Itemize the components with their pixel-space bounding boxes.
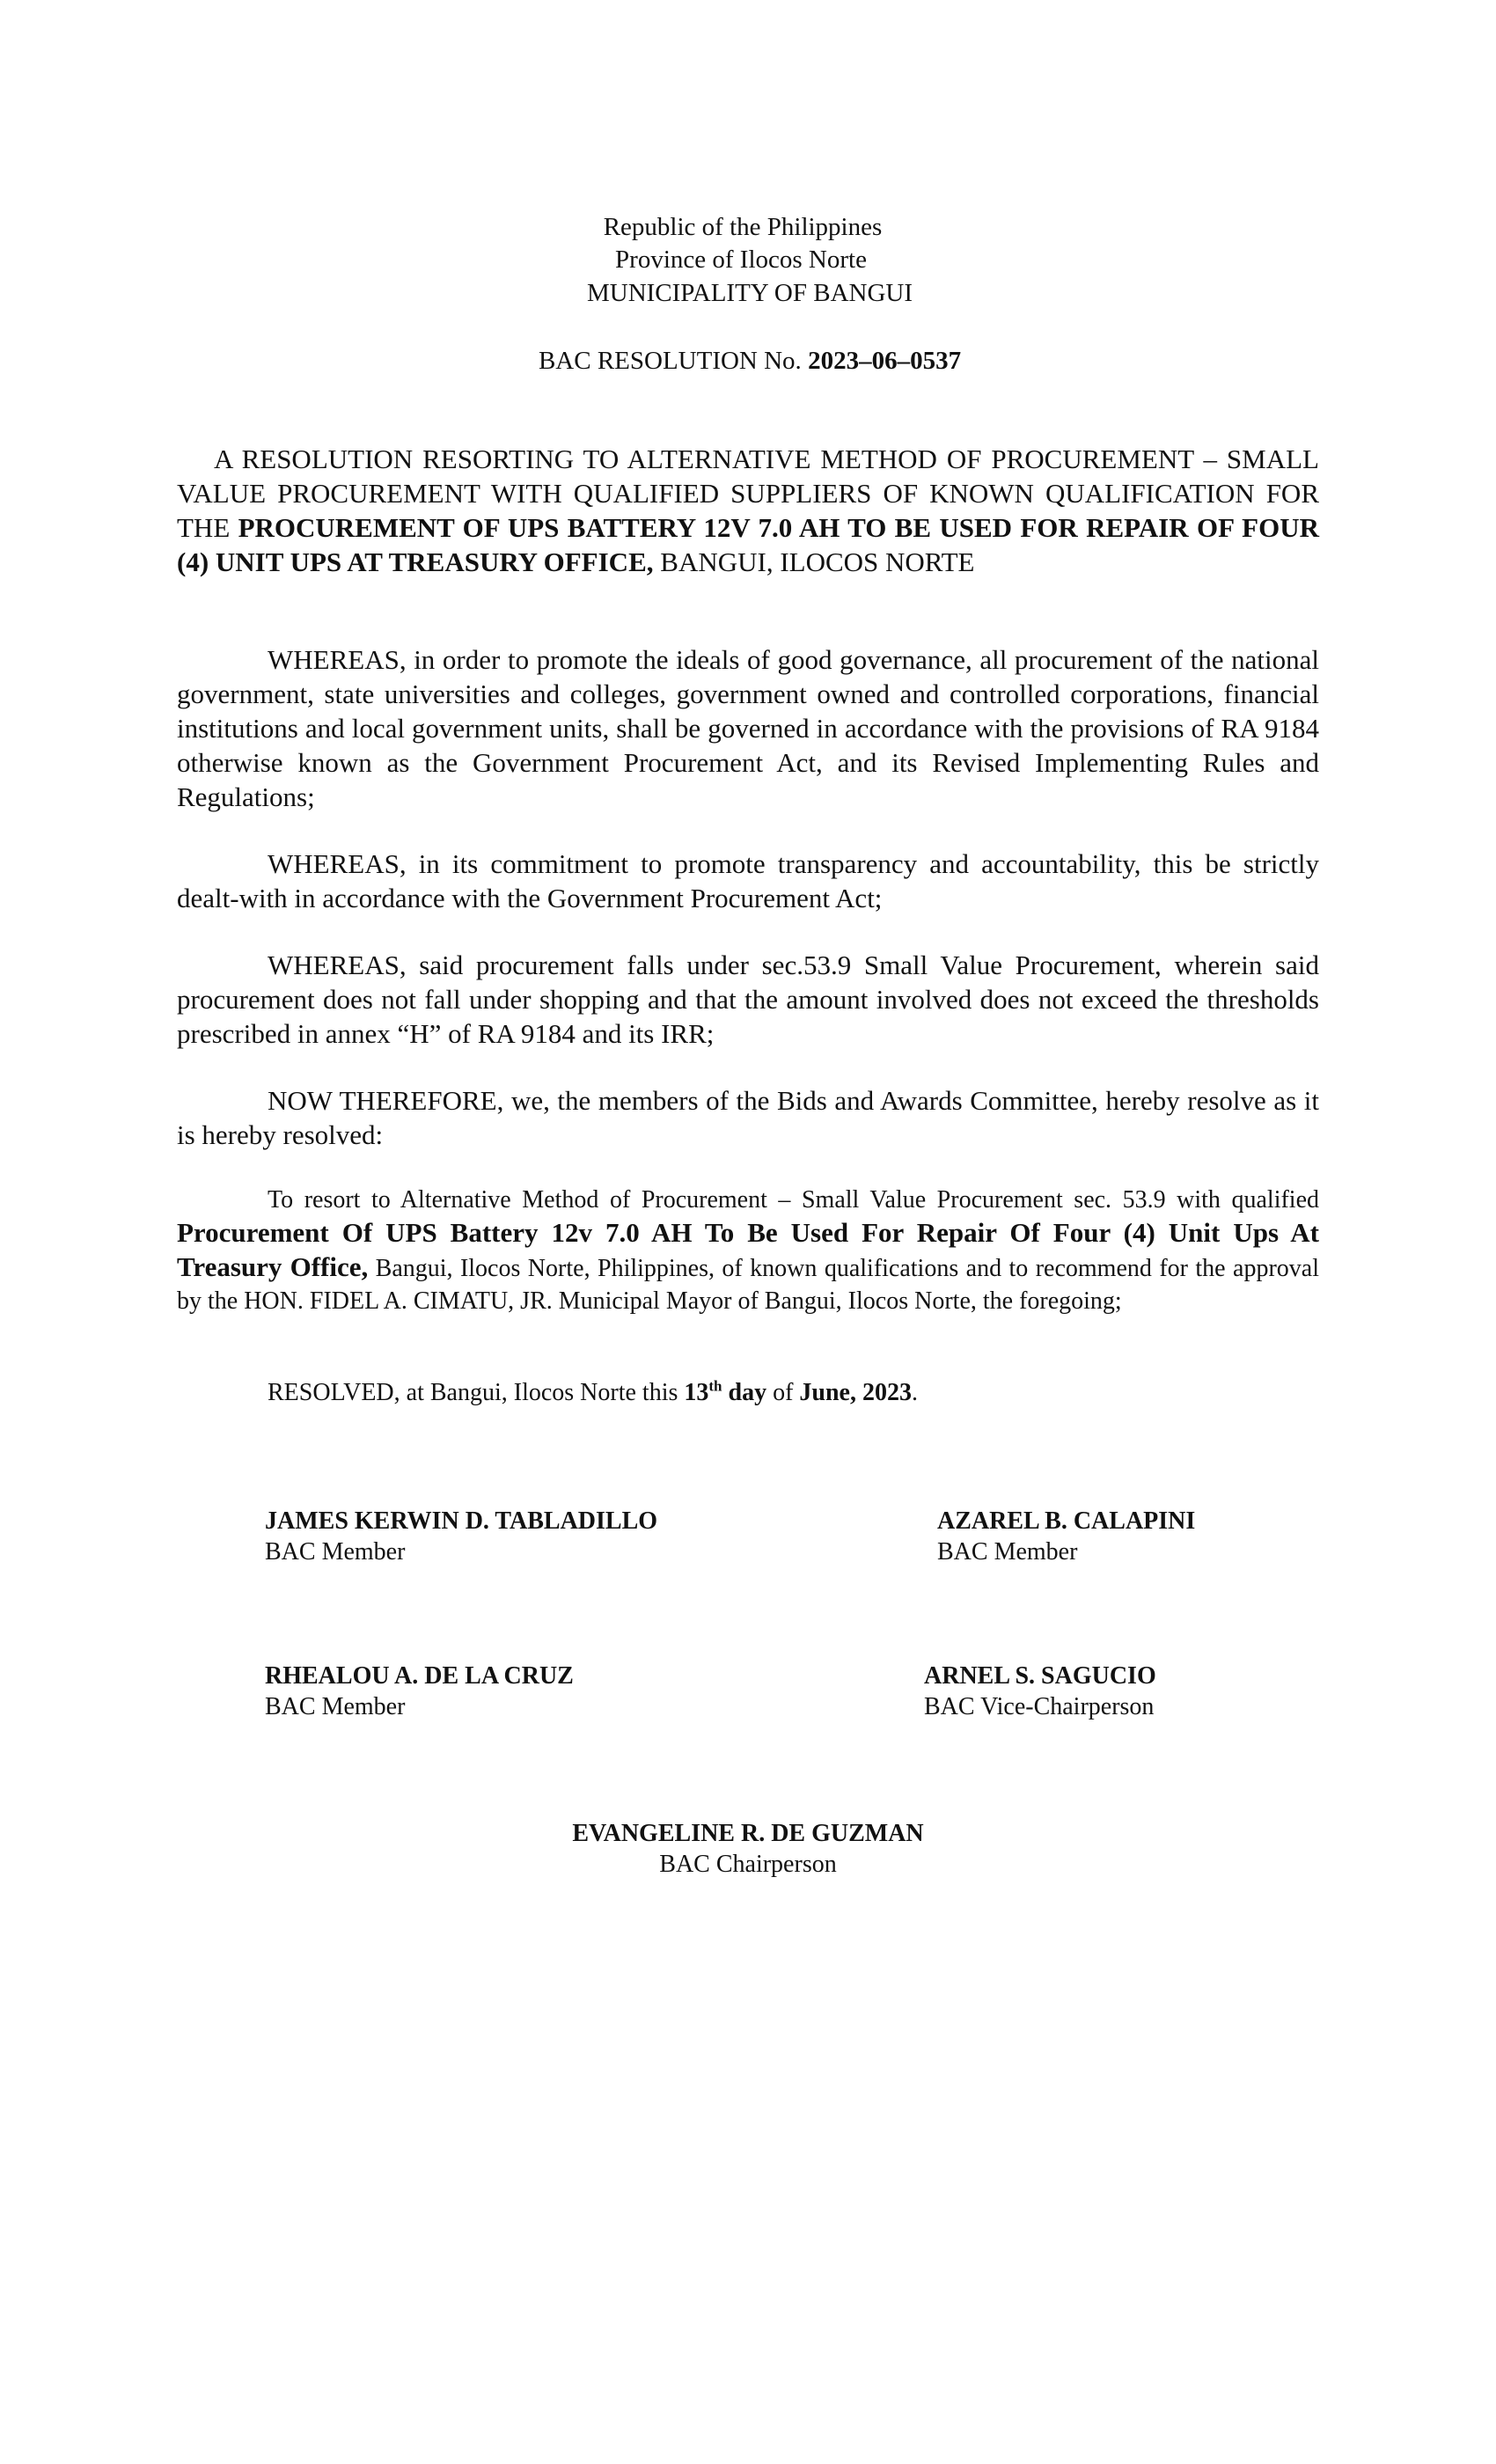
resort-text: To resort to Alternative Method of Procurement – Small Value Procurement sec. 53.9 with qualified [268, 1186, 1319, 1214]
signatory-role: BAC Member [265, 1538, 406, 1566]
title-text: A RESOLUTION RESORTING TO ALTERNATIVE METHOD OF PROCUREMENT – SMALL VALUE PROCUREMENT WITH QUALIFIED SUPPLIERS OF KNOWN QUALIFICATION FOR THE [177, 444, 1319, 543]
signatory-3 [265, 1661, 574, 1722]
resort-paragraph [177, 1184, 1319, 1317]
resolved-day-word: day [722, 1379, 767, 1406]
signatory-name: RHEALOU A. DE LA CRUZ [265, 1662, 574, 1690]
signatory-1 [265, 1506, 657, 1567]
therefore-paragraph: NOW THEREFORE, we, the members of the Bids and Awards Committee, hereby resolve as it is hereby resolved: [177, 1085, 1319, 1150]
signatory-chairperson [0, 1818, 1496, 1880]
resolution-title [177, 442, 1319, 579]
title-bold-text: PROCUREMENT OF UPS BATTERY 12V 7.0 AH TO BE USED FOR REPAIR OF FOUR (4) UNIT UPS AT TREASURY OFFICE, [177, 512, 1319, 577]
signatory-4 [924, 1661, 1156, 1722]
whereas-paragraph-3: WHEREAS, said procurement falls under sec.53.9 Small Value Procurement, wherein said procurement does not fall under shopping and that the amount involved does not exceed the thresholds prescribed in annex “H” of RA 9184 and its IRR; [177, 950, 1319, 1049]
resolution-number: 2023–06–0537 [808, 347, 962, 375]
header-republic: Republic of the Philippines [603, 213, 883, 241]
resolved-date: June, 2023 [799, 1379, 912, 1406]
signatory-name: ARNEL S. SAGUCIO [924, 1662, 1156, 1690]
resolution-prefix: BAC RESOLUTION No. [538, 347, 809, 375]
signatory-role: BAC Vice-Chairperson [924, 1693, 1155, 1720]
signatory-role: BAC Member [265, 1693, 406, 1720]
title-location: BANGUI, ILOCOS NORTE [653, 546, 975, 577]
signatory-name: AZAREL B. CALAPINI [937, 1507, 1196, 1535]
resolved-day-number: 13 [684, 1379, 709, 1406]
header-province: Province of Ilocos Norte [615, 246, 867, 274]
signatory-name: JAMES KERWIN D. TABLADILLO [265, 1507, 658, 1535]
whereas-paragraph-2: WHEREAS, in its commitment to promote transparency and accountability, this be strictly dealt-with in accordance with the Government Procurement Act; [177, 848, 1319, 913]
signatory-2 [937, 1506, 1195, 1567]
resolved-day-suffix: th [708, 1377, 722, 1395]
header-municipality: MUNICIPALITY OF BANGUI [586, 279, 913, 307]
resort-bold-text: Procurement Of UPS Battery 12v 7.0 AH To Be Used For Repair Of Four (4) Unit Ups At Treasury Office, [177, 1217, 1319, 1282]
resolution-number-line [2, 344, 1496, 378]
resolved-paragraph [177, 1376, 1319, 1409]
signatory-role: BAC Chairperson [659, 1851, 837, 1878]
signatory-role: BAC Member [937, 1538, 1078, 1566]
signatory-name: EVANGELINE R. DE GUZMAN [572, 1820, 924, 1847]
whereas-paragraph-1: WHEREAS, in order to promote the ideals of good governance, all procurement of the national government, state universities and colleges, government owned and controlled corporations, financial institutions and local government units, shall be governed in accordance with the provisions of RA 9184 otherwise known as the Government Procurement Act, and its Revised Implementing Rules and Regulations; [177, 644, 1319, 812]
resolved-of: of [766, 1379, 800, 1406]
resolved-day [684, 1379, 766, 1406]
resort-text-end: Bangui, Ilocos Norte, Philippines, of known qualifications and to recommend for the approval by the HON. FIDEL A. CIMATU, JR. Municipal Mayor of Bangui, Ilocos Norte, the foregoing; [177, 1255, 1319, 1315]
resolved-period: . [911, 1379, 918, 1406]
resolved-text: RESOLVED, at Bangui, Ilocos Norte this [268, 1379, 685, 1406]
